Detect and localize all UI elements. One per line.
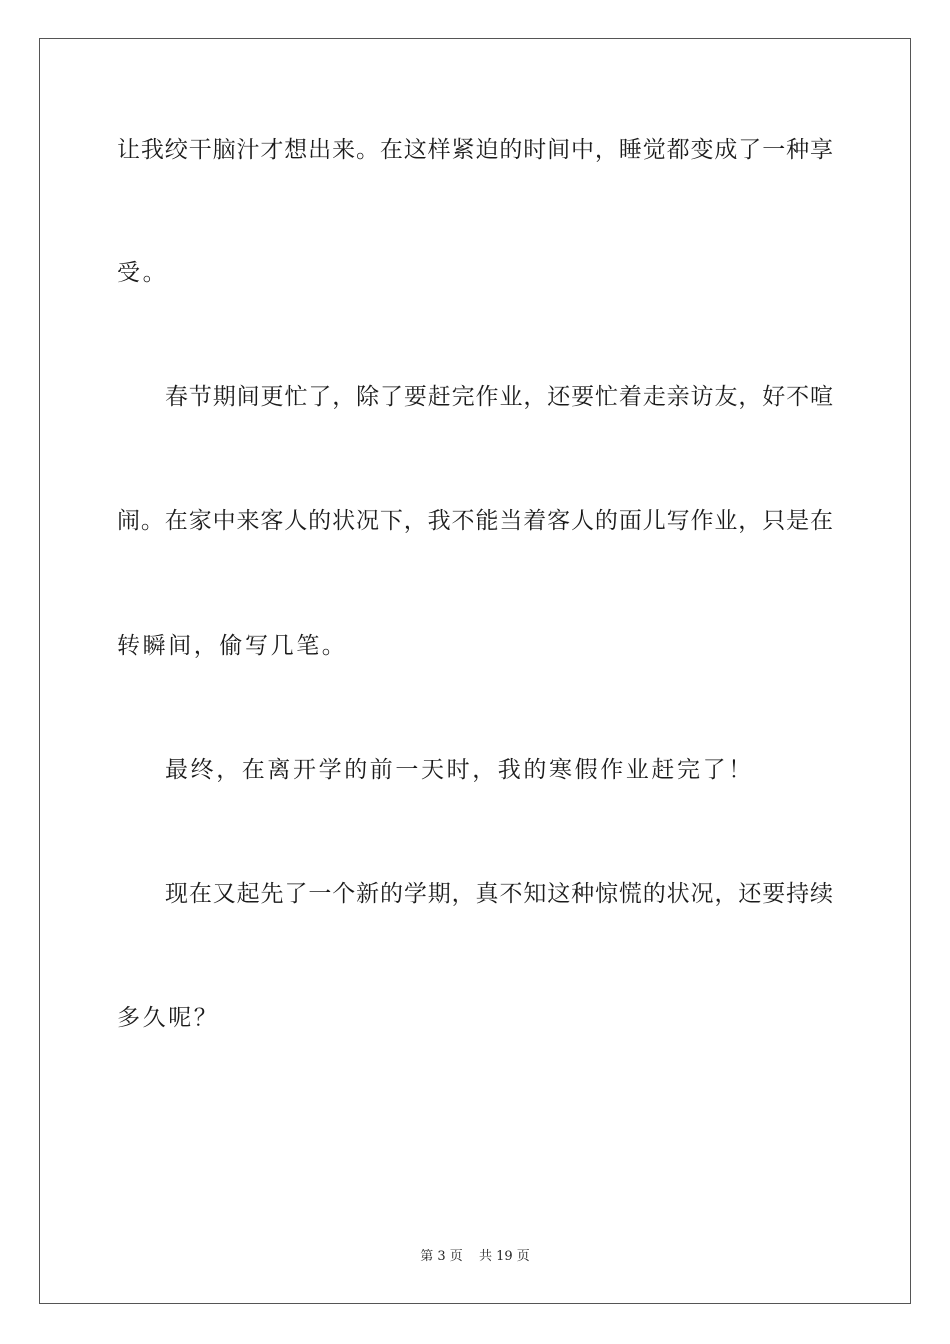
page-total: 共 19 页 bbox=[478, 1249, 530, 1264]
paragraph-start-line: 现在又起先了一个新的学期，真不知这种惊慌的状况，还要持续 bbox=[165, 881, 833, 907]
paragraph-start-line: 春节期间更忙了，除了要赶完作业，还要忙着走亲访友，好不喧 bbox=[165, 384, 833, 410]
paragraph-start-line: 最终，在离开学的前一天时，我的寒假作业赶完了！ bbox=[165, 757, 754, 783]
text-line: 多久呢？ bbox=[117, 1005, 220, 1031]
page-number: 第 3 页 bbox=[420, 1249, 463, 1264]
text-line: 转瞬间，偷写几笔。 bbox=[117, 633, 348, 659]
page-footer bbox=[0, 1248, 950, 1266]
text-line: 受。 bbox=[117, 260, 169, 286]
page-border bbox=[39, 38, 911, 1304]
text-line: 让我绞干脑汁才想出来。在这样紧迫的时间中，睡觉都变成了一种享 bbox=[117, 137, 833, 163]
text-line: 闹。在家中来客人的状况下，我不能当着客人的面儿写作业，只是在 bbox=[117, 508, 833, 534]
